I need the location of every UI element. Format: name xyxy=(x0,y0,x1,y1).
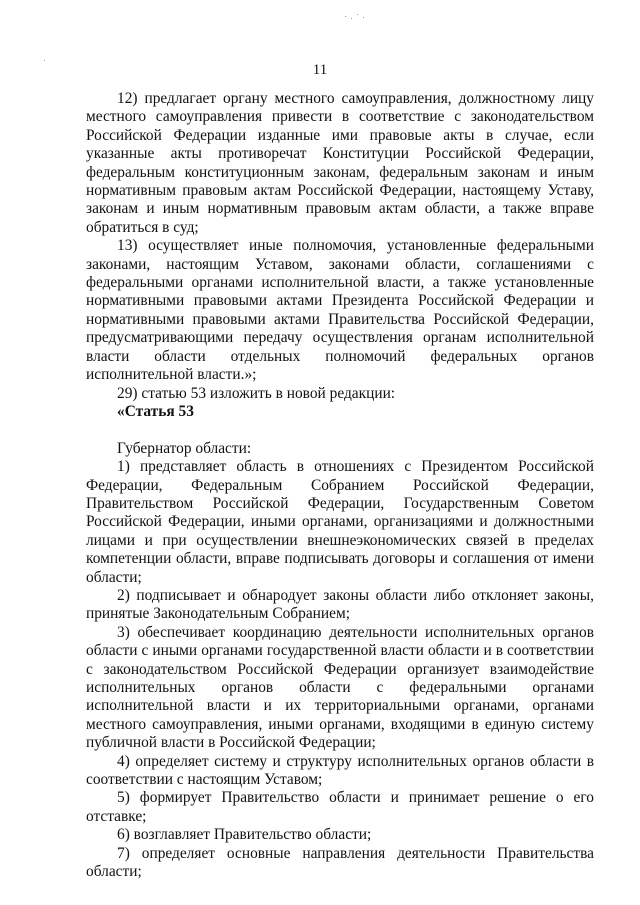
governor-item-5: 5) формирует Правительство области и принимает решение о его отставке; xyxy=(86,789,594,825)
governor-item-3: 3) обеспечивает координацию деятельности исполнительных органов области с иными органами государственной власти области и в соответствии с законодательством Российской Федерации организует взаимодействие исполнительных органов области с федеральными органами исполнительной власти и их территориальными органами, органами местного самоуправления, иными органами, входящими в единую систему публичной власти в Российской Федерации; xyxy=(86,623,594,752)
article-53-heading: «Статья 53 xyxy=(117,402,194,420)
governor-item-1: 1) представляет область в отношениях с Президентом Российской Федерации, Федеральным Собранием Российской Федерации, Правительством Российской Федерации, Государственным Советом Российской Федерации, иными органами, организациями и должностными лицами и при осуществлении внешнеэкономических связей в пределах компетенции области, вправе подписывать договоры и соглашения от имени области; xyxy=(86,458,594,586)
paragraph-item-12: 12) предлагает органу местного самоуправления, должностному лицу местного самоуправления привести в соответствие с законодательством Российской Федерации изданные ими правовые акты в случае, если указанные акты противоречат Конституции Российской Федерации, федеральным конституционным законам, федеральным законам и иным нормативным правовым актам Российской Федерации, настоящему Уставу, законам и иным нормативным правовым актам области, а также вправе обратиться в суд; xyxy=(86,90,594,236)
paragraph-amendment-29: 29) статью 53 изложить в новой редакции: xyxy=(117,384,396,402)
governor-item-6: 6) возглавляет Правительство области; xyxy=(117,826,372,844)
document-body xyxy=(86,90,594,881)
governor-item-4: 4) определяет систему и структуру исполнительных органов области в соответствии с настоящим Уставом; xyxy=(86,752,594,789)
page-number: 11 xyxy=(312,62,328,78)
blank-line xyxy=(86,421,594,439)
governor-item-7: 7) определяет основные направления деятельности Правительства области; xyxy=(86,844,594,881)
governor-intro: Губернатор области: xyxy=(117,439,252,457)
paragraph-item-13: 13) осуществляет иные полномочия, установленные федеральными законами, настоящим Уставом, законами области, соглашениями с федеральными органами исполнительной власти, а также установленные нормативными правовыми актами Президента Российской Федерации и нормативными правовыми актами Правительства Российской Федерации, предусматривающими передачу осуществления органам исполнительной власти области отдельных полномочий федеральных органов исполнительной власти.»; xyxy=(86,237,594,384)
governor-item-2: 2) подписывает и обнародует законы области либо отклоняет законы, принятые Законодательным Собранием; xyxy=(86,586,594,623)
